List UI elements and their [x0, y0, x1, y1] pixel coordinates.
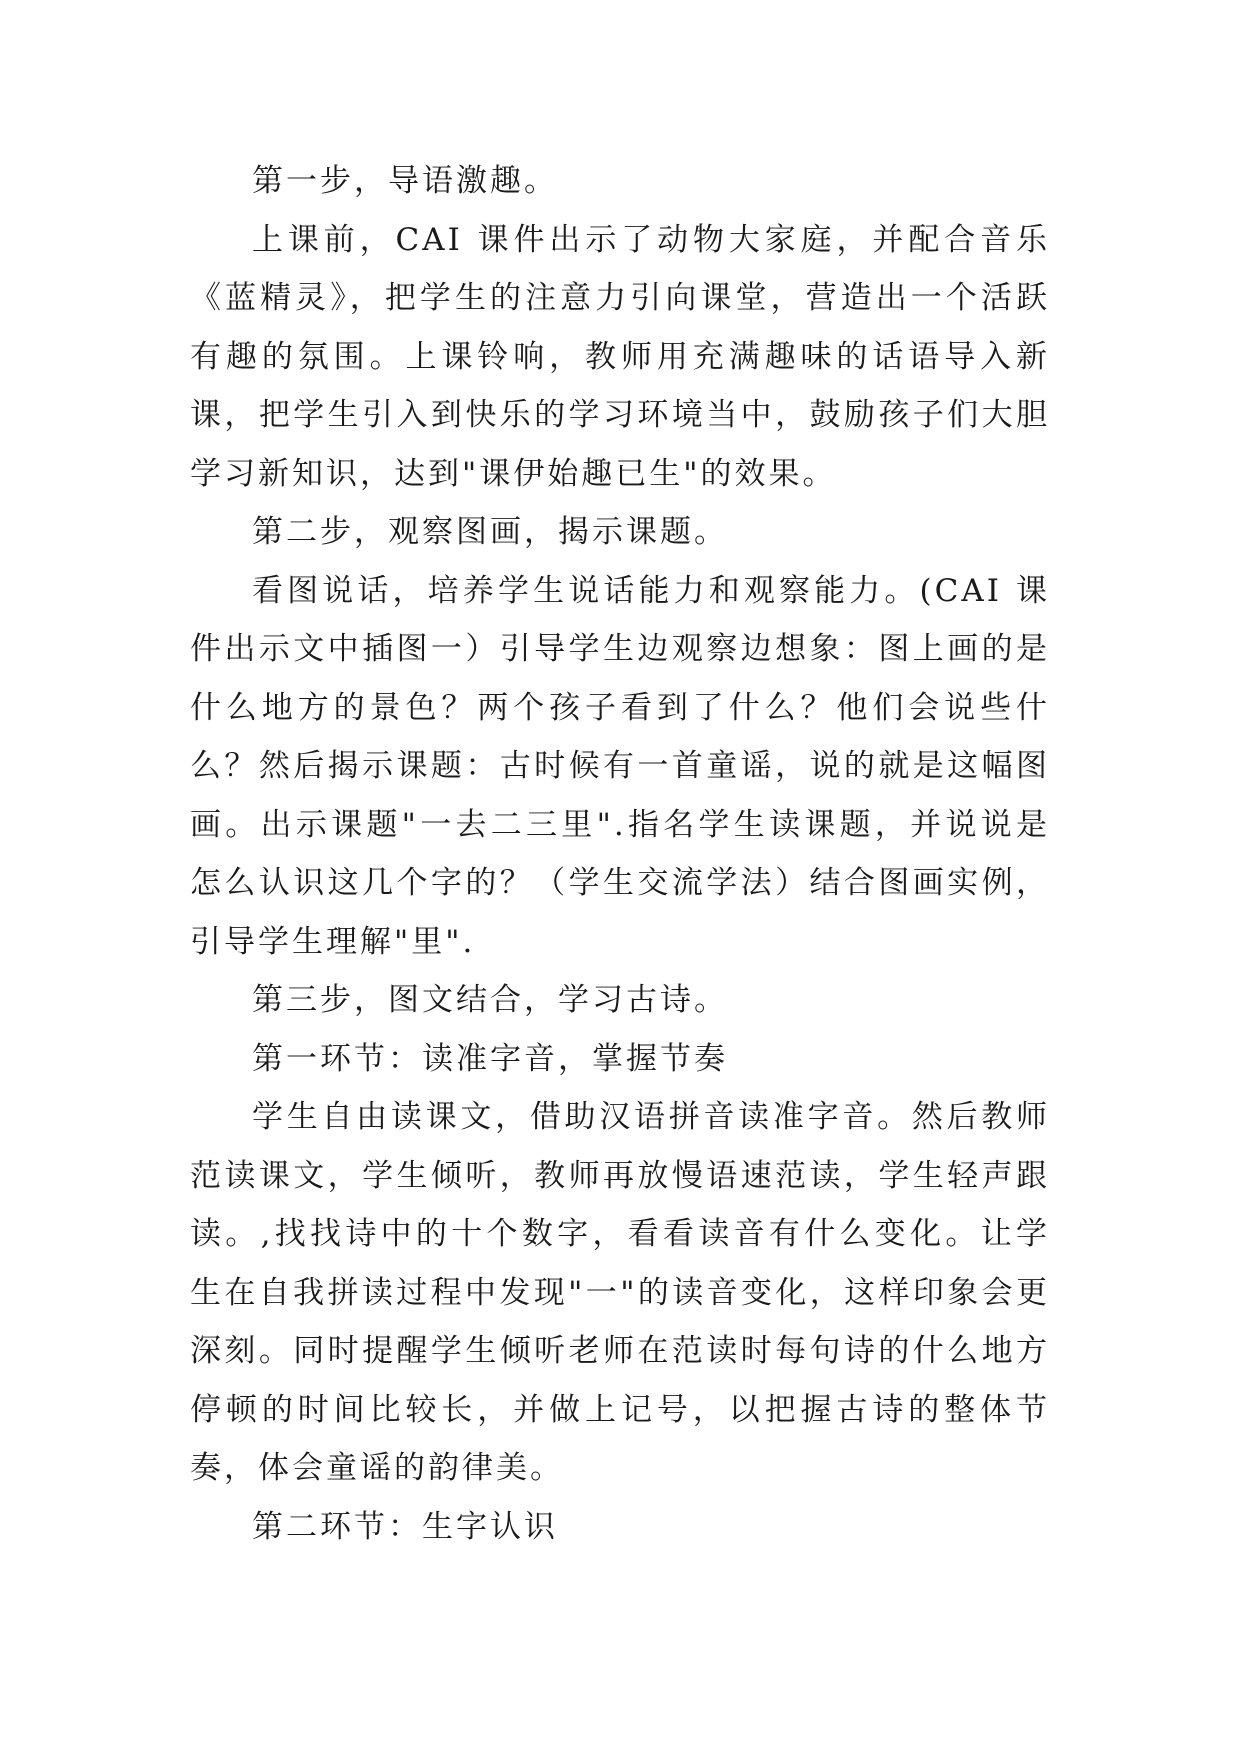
paragraph-section-two-heading: 第二环节：生字认识: [252, 1508, 558, 1545]
paragraph-section-one-heading: 第一环节：读准字音，掌握节奏: [252, 1040, 728, 1077]
paragraph-step-one-body: 上课前，CAI 课件出示了动物大家庭，并配合音乐《蓝精灵》，把学生的注意力引向课堂，营造出一个活跃有趣的氛围。上课铃响，教师用充满趣味的话语导入新课，把学生引入到快乐的学习环境当中，鼓励孩子们大胆学习新知识，达到"课伊始趣已生"的效果。: [190, 221, 1050, 492]
document-body: [190, 152, 1050, 1556]
paragraph-step-two-body: 看图说话，培养学生说话能力和观察能力。(CAI 课件出示文中插图一）引导学生边观察边想象：图上画的是什么地方的景色？两个孩子看到了什么？他们会说些什么？然后揭示课题：古时候有一首童谣，说的就是这幅图画。出示课题"一去二三里".指名学生读课题，并说说是怎么认识这几个字的？（学生交流学法）结合图画实例，引导学生理解"里".: [190, 572, 1050, 960]
paragraph-step-three-heading: 第三步，图文结合，学习古诗。: [252, 982, 728, 1018]
paragraph-section-one-body: 学生自由读课文，借助汉语拼音读准字音。然后教师范读课文，学生倾听，教师再放慢语速范读，学生轻声跟读。,找找诗中的十个数字，看看读音有什么变化。让学生在自我拼读过程中发现"一"的读音变化，这样印象会更深刻。同时提醒学生倾听老师在范读时每句诗的什么地方停顿的时间比较长，并做上记号，以把握古诗的整体节奏，体会童谣的韵律美。: [190, 1099, 1050, 1486]
paragraph-step-one-heading: 第一步，导语激趣。: [252, 163, 558, 199]
paragraph-step-two-heading: 第二步，观察图画，揭示课题。: [252, 514, 728, 550]
